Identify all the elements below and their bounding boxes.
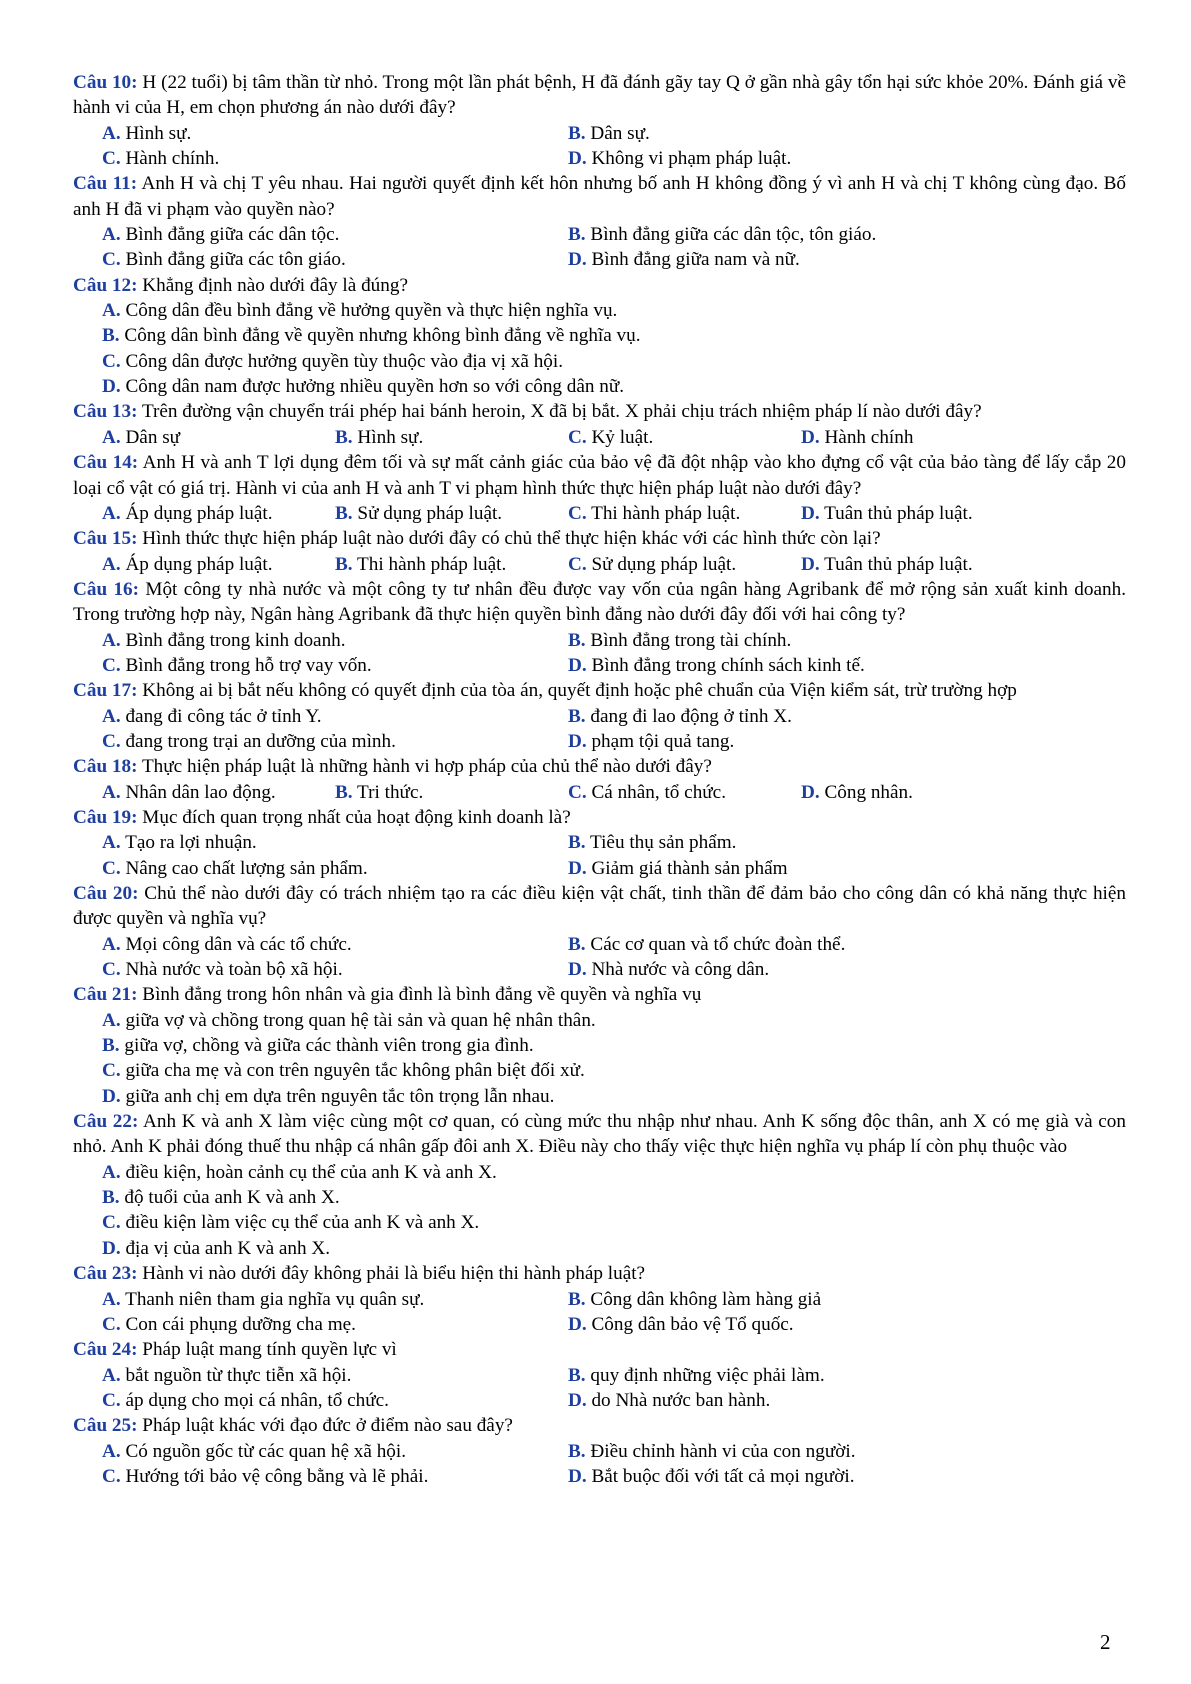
question-block — [73, 678, 1126, 754]
option-text: giữa anh chị em dựa trên nguyên tắc tôn trọng lẫn nhau. — [120, 1085, 555, 1107]
question-stem — [73, 1261, 1126, 1286]
option-text: giữa vợ, chồng và giữa các thành viên trong gia đình. — [119, 1035, 534, 1057]
question-block — [73, 273, 1126, 400]
question-text: Một công ty nhà nước và một công ty tư nhân đều được vay vốn của ngân hàng Agribank để mở rộng sản xuất kinh doanh. Trong trường hợp này, Ngân hàng Agribank đã thực hiện quyền bình đẳng nào dưới đây đối với hai công ty? — [73, 578, 1126, 626]
option-letter: D. — [801, 553, 820, 575]
question-text: Anh K và anh X làm việc cùng một cơ quan, có cùng mức thu nhập như nhau. Anh K sống độc thân, anh X có mẹ già và con nhỏ. Anh K phải đóng thuế thu nhập cá nhân gấp đôi anh X. Điều này cho thấy việc thực hiện nghĩa vụ pháp lí còn phụ thuộc vào — [73, 1111, 1126, 1158]
option-letter: D. — [568, 730, 587, 752]
answer-option — [102, 374, 1126, 399]
answer-option — [102, 729, 568, 754]
option-text: Hình sự. — [120, 122, 192, 144]
question-number: Câu 12: — [73, 274, 138, 296]
option-letter: D. — [568, 249, 587, 271]
option-text: phạm tội quả tang. — [586, 730, 735, 752]
answer-option — [102, 349, 1126, 374]
option-letter: C. — [102, 249, 121, 271]
question-number: Câu 23: — [73, 1263, 138, 1285]
option-text: Có nguồn gốc từ các quan hệ xã hội. — [120, 1440, 407, 1462]
option-letter: C. — [102, 857, 121, 879]
answer-options — [73, 501, 1126, 526]
answer-option — [102, 222, 568, 247]
answer-option — [568, 653, 1034, 678]
question-stem — [73, 1109, 1126, 1160]
answer-option — [335, 425, 568, 450]
answer-option — [568, 1439, 1034, 1464]
answer-option — [102, 780, 335, 805]
question-stem — [73, 982, 1126, 1007]
question-number: Câu 24: — [73, 1339, 138, 1361]
option-letter: B. — [568, 224, 586, 246]
option-letter: B. — [335, 502, 353, 524]
question-block — [73, 577, 1126, 678]
answer-options — [73, 1439, 1126, 1490]
answer-options — [73, 121, 1126, 172]
answer-option — [102, 425, 335, 450]
option-letter: D. — [102, 1237, 121, 1259]
answer-options — [73, 552, 1126, 577]
option-text: Nhà nước và toàn bộ xã hội. — [120, 959, 343, 981]
option-text: Bình đẳng giữa các dân tộc, tôn giáo. — [585, 224, 877, 246]
option-letter: A. — [102, 300, 121, 322]
option-text: điều kiện làm việc cụ thể của anh K và anh X. — [120, 1212, 480, 1234]
option-letter: C. — [102, 654, 121, 676]
option-letter: B. — [568, 1288, 586, 1310]
option-text: Giảm giá thành sản phẩm — [586, 857, 788, 879]
option-letter: D. — [102, 376, 121, 398]
option-text: Áp dụng pháp luật. — [120, 502, 273, 524]
option-letter: B. — [335, 781, 353, 803]
answer-options — [73, 222, 1126, 273]
option-letter: A. — [102, 553, 121, 575]
answer-option — [102, 1160, 1126, 1185]
answer-options — [73, 1287, 1126, 1338]
answer-option — [102, 1464, 568, 1489]
option-text: Các cơ quan và tổ chức đoàn thể. — [585, 933, 846, 955]
answer-option — [102, 1210, 1126, 1235]
answer-option — [335, 780, 568, 805]
question-text: Thực hiện pháp luật là những hành vi hợp pháp của chủ thể nào dưới đây? — [137, 756, 712, 778]
option-text: Nhân dân lao động. — [120, 781, 276, 803]
answer-option — [801, 501, 1034, 526]
answer-option — [102, 501, 335, 526]
answer-option — [102, 1388, 568, 1413]
question-list — [73, 70, 1126, 1489]
option-letter: A. — [102, 781, 121, 803]
question-block — [73, 70, 1126, 171]
option-text: Bắt buộc đối với tất cả mọi người. — [586, 1465, 855, 1487]
answer-option — [568, 1363, 1034, 1388]
question-block — [73, 1109, 1126, 1261]
answer-option — [102, 552, 335, 577]
option-letter: D. — [568, 148, 587, 170]
option-letter: A. — [102, 426, 121, 448]
answer-option — [568, 729, 1034, 754]
option-text: Bình đẳng trong chính sách kinh tế. — [586, 654, 865, 676]
option-text: Bình đẳng giữa các dân tộc. — [120, 224, 340, 246]
option-letter: A. — [102, 1440, 121, 1462]
option-text: đang đi công tác ở tỉnh Y. — [120, 705, 322, 727]
option-letter: B. — [335, 553, 353, 575]
option-letter: B. — [568, 832, 586, 854]
answer-options — [73, 1008, 1126, 1109]
question-stem — [73, 577, 1126, 628]
option-text: Dân sự — [120, 426, 181, 448]
option-text: Bình đẳng trong kinh doanh. — [120, 629, 346, 651]
question-text: Anh H và anh T lợi dụng đêm tối và sự mất cảnh giác của bảo vệ đã đột nhập vào kho đựng cổ vật của bảo tàng để lấy cắp 20 loại cổ vật có giá trị. Hành vi của anh H và anh T vi phạm hình thức thực hiện pháp luật nào dưới đây? — [73, 452, 1126, 499]
question-stem — [73, 70, 1126, 121]
question-number: Câu 22: — [73, 1111, 139, 1133]
answer-option — [801, 780, 1034, 805]
option-letter: C. — [102, 1212, 121, 1234]
answer-options — [73, 628, 1126, 679]
option-text: Cá nhân, tổ chức. — [586, 781, 726, 803]
answer-option — [102, 932, 568, 957]
question-number: Câu 15: — [73, 528, 138, 550]
question-text: Chủ thể nào dưới đây có trách nhiệm tạo ra các điều kiện vật chất, tinh thần để đảm bảo cho công dân có khả năng thực hiện được quyền và nghĩa vụ? — [73, 883, 1126, 930]
question-number: Câu 11: — [73, 173, 138, 195]
answer-option — [102, 121, 568, 146]
option-letter: B. — [568, 629, 586, 651]
option-letter: C. — [102, 148, 121, 170]
answer-option — [568, 1312, 1034, 1337]
option-text: Công nhân. — [819, 781, 913, 803]
option-letter: A. — [102, 1288, 121, 1310]
question-number: Câu 16: — [73, 578, 140, 600]
question-text: Pháp luật mang tính quyền lực vì — [137, 1339, 397, 1361]
option-letter: A. — [102, 502, 121, 524]
answer-option — [102, 628, 568, 653]
answer-option — [102, 1287, 568, 1312]
question-stem — [73, 171, 1126, 222]
question-stem — [73, 273, 1126, 298]
option-letter: B. — [102, 1187, 120, 1209]
option-text: Công dân bình đẳng về quyền nhưng không bình đẳng về nghĩa vụ. — [119, 325, 641, 347]
question-stem — [73, 399, 1126, 424]
option-text: Công dân không làm hàng giả — [585, 1288, 822, 1310]
question-number: Câu 17: — [73, 680, 138, 702]
answer-options — [73, 1363, 1126, 1414]
option-letter: D. — [568, 857, 587, 879]
option-letter: C. — [102, 1389, 121, 1411]
answer-option — [102, 1439, 568, 1464]
answer-option — [568, 704, 1034, 729]
option-text: Con cái phụng dưỡng cha mẹ. — [120, 1313, 356, 1335]
option-letter: B. — [335, 426, 353, 448]
question-block — [73, 1413, 1126, 1489]
option-letter: A. — [102, 705, 121, 727]
option-text: Bình đẳng giữa nam và nữ. — [586, 249, 800, 271]
option-text: Tạo ra lợi nhuận. — [120, 832, 257, 854]
option-text: Dân sự. — [585, 122, 650, 144]
question-text: Mục đích quan trọng nhất của hoạt động kinh doanh là? — [137, 806, 571, 828]
answer-option — [568, 856, 1034, 881]
answer-option — [102, 653, 568, 678]
option-text: Bình đẳng trong hỗ trợ vay vốn. — [120, 654, 372, 676]
question-number: Câu 13: — [73, 401, 138, 423]
option-text: Hình sự. — [352, 426, 424, 448]
option-letter: D. — [568, 959, 587, 981]
option-text: Thi hành pháp luật. — [586, 502, 741, 524]
answer-option — [568, 932, 1034, 957]
question-number: Câu 20: — [73, 883, 139, 904]
question-block — [73, 805, 1126, 881]
option-letter: A. — [102, 933, 121, 955]
option-text: Công dân đều bình đẳng về hưởng quyền và thực hiện nghĩa vụ. — [120, 300, 618, 322]
answer-option — [102, 1312, 568, 1337]
option-letter: C. — [102, 1465, 121, 1487]
answer-option — [102, 1008, 1126, 1033]
question-number: Câu 14: — [73, 452, 139, 474]
option-letter: B. — [568, 933, 586, 955]
answer-options — [73, 704, 1126, 755]
option-letter: B. — [102, 1035, 120, 1057]
option-letter: C. — [102, 959, 121, 981]
question-text: Anh H và chị T yêu nhau. Hai người quyết định kết hôn nhưng bố anh H không đồng ý vì anh H và chị T không cùng đạo. Bố anh H đã vi phạm vào quyền nào? — [73, 173, 1126, 220]
option-letter: A. — [102, 224, 121, 246]
question-block — [73, 450, 1126, 526]
option-text: do Nhà nước ban hành. — [586, 1389, 771, 1411]
answer-option — [102, 1363, 568, 1388]
question-text: Khẳng định nào dưới đây là đúng? — [137, 274, 408, 296]
option-text: đang đi lao động ở tỉnh X. — [585, 705, 792, 727]
option-text: Bình đẳng giữa các tôn giáo. — [120, 249, 346, 271]
option-text: Điều chỉnh hành vi của con người. — [585, 1440, 856, 1462]
option-text: Thanh niên tham gia nghĩa vụ quân sự. — [120, 1288, 425, 1310]
answer-option — [102, 247, 568, 272]
answer-option — [801, 552, 1034, 577]
option-letter: D. — [568, 1465, 587, 1487]
answer-option — [102, 1185, 1126, 1210]
answer-option — [568, 1388, 1034, 1413]
option-letter: A. — [102, 1009, 121, 1031]
option-text: Kỷ luật. — [586, 426, 654, 448]
answer-options — [73, 932, 1126, 983]
option-text: đang trong trại an dưỡng của mình. — [120, 730, 396, 752]
answer-option — [335, 501, 568, 526]
question-number: Câu 18: — [73, 756, 138, 778]
option-letter: C. — [102, 730, 121, 752]
question-block — [73, 982, 1126, 1109]
answer-option — [102, 323, 1126, 348]
option-text: bắt nguồn từ thực tiễn xã hội. — [120, 1364, 352, 1386]
option-letter: C. — [102, 350, 121, 372]
question-block — [73, 1261, 1126, 1337]
option-text: Thi hành pháp luật. — [352, 553, 507, 575]
question-number: Câu 19: — [73, 806, 138, 828]
answer-option — [568, 247, 1034, 272]
answer-option — [102, 298, 1126, 323]
question-block — [73, 754, 1126, 805]
question-text: H (22 tuổi) bị tâm thần từ nhỏ. Trong một lần phát bệnh, H đã đánh gãy tay Q ở gần nhà gây tổn hại sức khỏe 20%. Đánh giá về hành vi của H, em chọn phương án nào dưới đây? — [73, 72, 1126, 119]
answer-options — [73, 298, 1126, 399]
option-letter: C. — [102, 1060, 121, 1082]
question-text: Bình đẳng trong hôn nhân và gia đình là bình đẳng về quyền và nghĩa vụ — [137, 984, 702, 1006]
question-stem — [73, 805, 1126, 830]
answer-option — [102, 1033, 1126, 1058]
answer-option — [102, 1058, 1126, 1083]
option-text: Bình đẳng trong tài chính. — [585, 629, 792, 651]
option-text: giữa cha mẹ và con trên nguyên tắc không phân biệt đối xử. — [120, 1060, 585, 1082]
answer-option — [102, 856, 568, 881]
option-text: Không vi phạm pháp luật. — [586, 148, 792, 170]
question-text: Không ai bị bắt nếu không có quyết định của tòa án, quyết định hoặc phê chuẩn của Viện kiểm sát, trừ trường hợp — [137, 680, 1017, 702]
question-stem — [73, 754, 1126, 779]
answer-option — [568, 780, 801, 805]
option-letter: C. — [568, 781, 587, 803]
option-text: Áp dụng pháp luật. — [120, 553, 273, 575]
option-letter: A. — [102, 1161, 121, 1183]
option-text: Tuân thủ pháp luật. — [819, 553, 973, 575]
question-stem — [73, 1413, 1126, 1438]
answer-option — [102, 957, 568, 982]
answer-option — [568, 1464, 1034, 1489]
answer-options — [73, 425, 1126, 450]
page-number: 2 — [1100, 1630, 1111, 1654]
answer-option — [568, 146, 1034, 171]
question-number: Câu 25: — [73, 1415, 138, 1437]
option-letter: D. — [568, 1389, 587, 1411]
answer-option — [102, 830, 568, 855]
option-letter: D. — [102, 1085, 121, 1107]
option-text: Nâng cao chất lượng sản phẩm. — [120, 857, 368, 879]
option-text: áp dụng cho mọi cá nhân, tổ chức. — [120, 1389, 389, 1411]
option-letter: C. — [568, 426, 587, 448]
answer-option — [102, 1084, 1126, 1109]
question-stem — [73, 450, 1126, 501]
option-text: độ tuổi của anh K và anh X. — [119, 1187, 340, 1209]
answer-option — [568, 1287, 1034, 1312]
question-block — [73, 526, 1126, 577]
option-text: Công dân được hưởng quyền tùy thuộc vào địa vị xã hội. — [120, 350, 564, 372]
answer-option — [568, 222, 1034, 247]
answer-option — [102, 1236, 1126, 1261]
option-text: Hành chính. — [120, 148, 220, 170]
option-letter: B. — [568, 1364, 586, 1386]
question-block — [73, 171, 1126, 272]
option-text: quy định những việc phải làm. — [585, 1364, 825, 1386]
answer-option — [568, 501, 801, 526]
option-letter: C. — [568, 502, 587, 524]
option-text: Tri thức. — [352, 781, 424, 803]
answer-option — [801, 425, 1034, 450]
answer-option — [568, 830, 1034, 855]
answer-option — [102, 704, 568, 729]
option-text: điều kiện, hoàn cảnh cụ thể của anh K và anh X. — [120, 1161, 497, 1183]
answer-option — [568, 425, 801, 450]
answer-options — [73, 830, 1126, 881]
answer-option — [568, 552, 801, 577]
option-text: địa vị của anh K và anh X. — [120, 1237, 331, 1259]
answer-options — [73, 780, 1126, 805]
option-text: Sử dụng pháp luật. — [586, 553, 737, 575]
option-letter: B. — [568, 122, 586, 144]
option-letter: D. — [801, 426, 820, 448]
option-letter: D. — [801, 502, 820, 524]
option-letter: A. — [102, 629, 121, 651]
option-letter: B. — [568, 705, 586, 727]
answer-option — [568, 628, 1034, 653]
question-number: Câu 21: — [73, 984, 138, 1006]
question-stem — [73, 881, 1126, 932]
option-text: Mọi công dân và các tổ chức. — [120, 933, 352, 955]
option-text: Hướng tới bảo vệ công bằng và lẽ phải. — [120, 1465, 429, 1487]
option-letter: B. — [102, 325, 120, 347]
option-text: Tuân thủ pháp luật. — [819, 502, 973, 524]
option-text: Công dân nam được hưởng nhiều quyền hơn so với công dân nữ. — [120, 376, 625, 398]
option-text: giữa vợ và chồng trong quan hệ tài sản và quan hệ nhân thân. — [120, 1009, 596, 1031]
question-text: Hình thức thực hiện pháp luật nào dưới đây có chủ thể thực hiện khác với các hình thức còn lại? — [137, 528, 881, 550]
question-text: Hành vi nào dưới đây không phải là biểu hiện thi hành pháp luật? — [137, 1263, 646, 1285]
option-letter: C. — [102, 1313, 121, 1335]
question-stem — [73, 526, 1126, 551]
question-block — [73, 881, 1126, 982]
option-text: Công dân bảo vệ Tổ quốc. — [586, 1313, 794, 1335]
question-stem — [73, 678, 1126, 703]
question-number: Câu 10: — [73, 72, 138, 93]
option-letter: D. — [568, 654, 587, 676]
option-letter: D. — [568, 1313, 587, 1335]
answer-option — [568, 121, 1034, 146]
option-letter: A. — [102, 832, 121, 854]
option-text: Nhà nước và công dân. — [586, 959, 770, 981]
option-letter: A. — [102, 122, 121, 144]
answer-option — [102, 146, 568, 171]
answer-option — [568, 957, 1034, 982]
option-letter: D. — [801, 781, 820, 803]
question-text: Trên đường vận chuyển trái phép hai bánh heroin, X đã bị bắt. X phải chịu trách nhiệm pháp lí nào dưới đây? — [137, 401, 982, 423]
option-letter: C. — [568, 553, 587, 575]
question-block — [73, 1337, 1126, 1413]
answer-options — [73, 1160, 1126, 1261]
option-letter: A. — [102, 1364, 121, 1386]
question-stem — [73, 1337, 1126, 1362]
question-text: Pháp luật khác với đạo đức ở điểm nào sau đây? — [137, 1415, 513, 1437]
option-text: Hành chính — [819, 426, 914, 448]
answer-option — [335, 552, 568, 577]
option-letter: B. — [568, 1440, 586, 1462]
option-text: Sử dụng pháp luật. — [352, 502, 503, 524]
option-text: Tiêu thụ sản phẩm. — [585, 832, 737, 854]
question-block — [73, 399, 1126, 450]
